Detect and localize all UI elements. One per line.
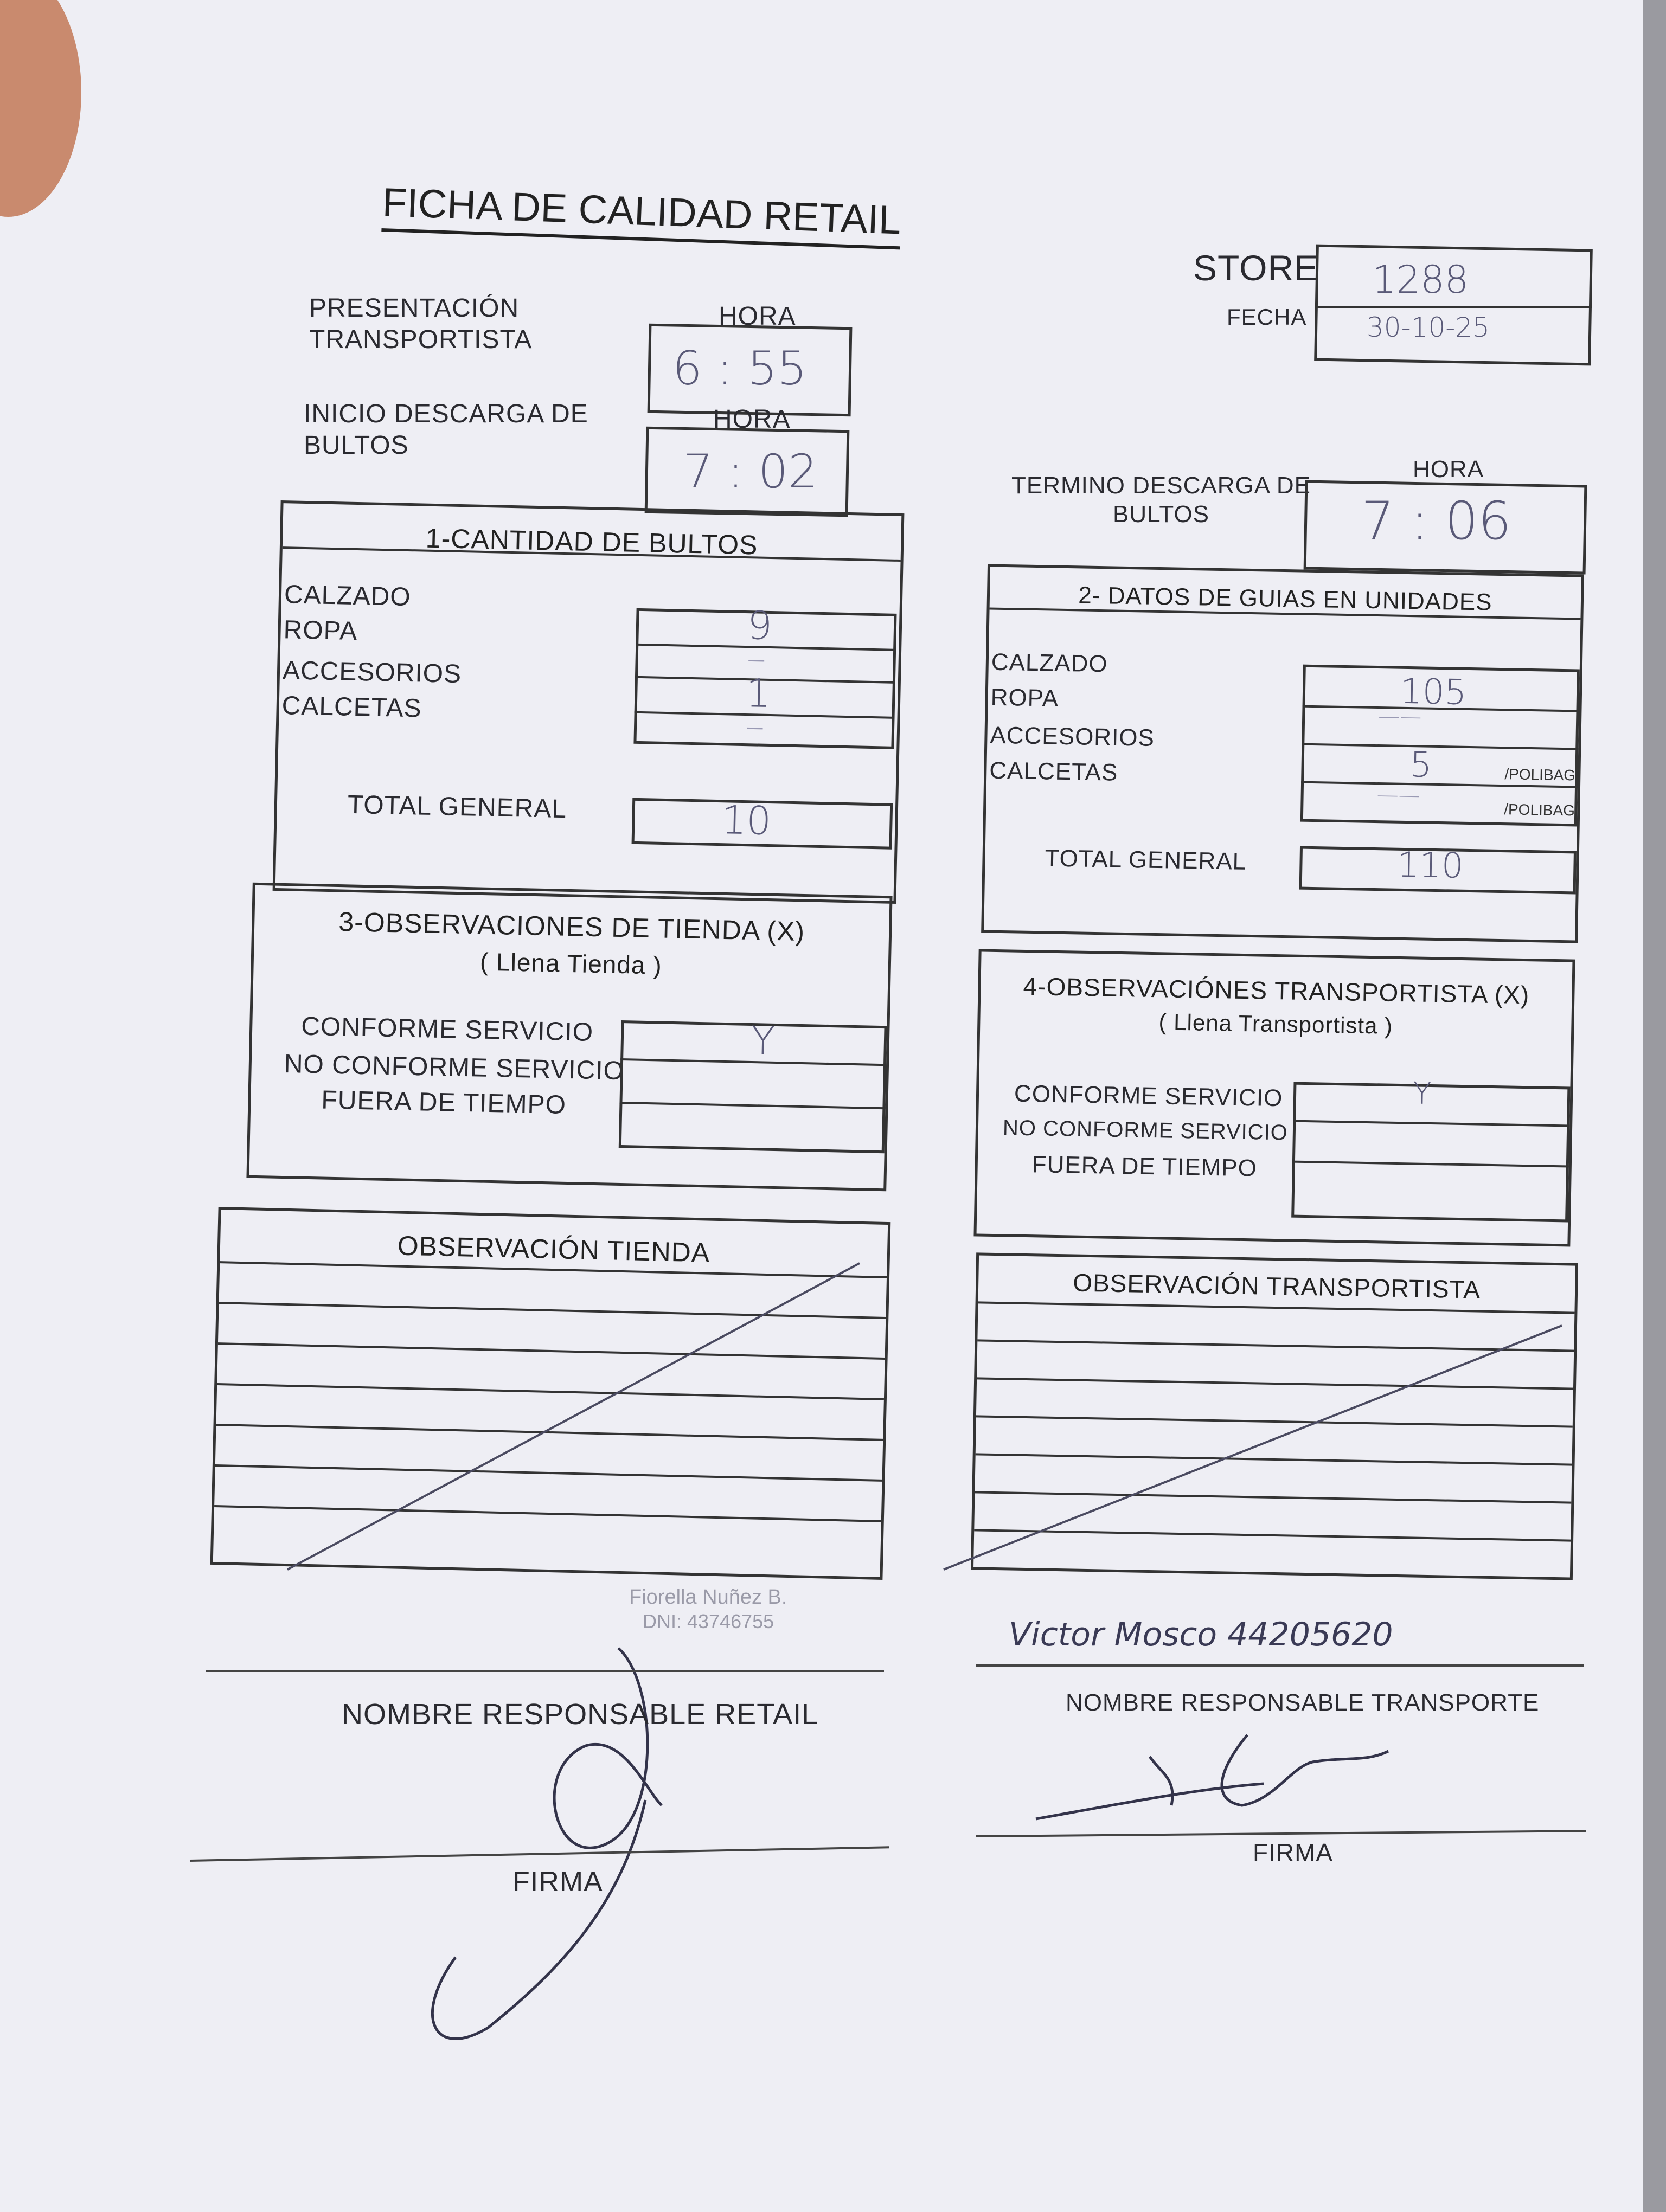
section4-row-label: NO CONFORME SERVICIO (1002, 1116, 1289, 1145)
retail-name-line (206, 1670, 884, 1672)
section2-row-label: CALCETAS (989, 757, 1118, 786)
section2-total-value: 110 (1396, 845, 1464, 886)
section3-title: 3-OBSERVACIONES DE TIENDA (X) (338, 906, 805, 947)
section2-row-label: CALZADO (991, 648, 1108, 678)
section1-value: 1 (745, 670, 772, 717)
section1-row-label: CALZADO (284, 580, 412, 612)
section1-value: – (746, 635, 767, 681)
section1-total-label: TOTAL GENERAL (347, 790, 567, 824)
polibag-label: /POLIBAG (1504, 766, 1576, 784)
obs-tienda-title: OBSERVACIÓN TIENDA (397, 1230, 710, 1268)
section2-value: 105 (1400, 671, 1467, 713)
presentacion-value: 6 : 55 (672, 342, 807, 396)
retail-stamp-dni: DNI: 43746755 (643, 1610, 774, 1632)
section3-row-label: FUERA DE TIEMPO (321, 1085, 567, 1120)
section1-title: 1-CANTIDAD DE BULTOS (425, 523, 759, 561)
section4-subtitle: ( Llena Transportista ) (1158, 1009, 1393, 1039)
transport-firma-label: FIRMA (1253, 1838, 1334, 1867)
retail-stamp-name: Fiorella Nuñez B. (629, 1586, 787, 1609)
section2-value: —— (1376, 782, 1421, 808)
section4-value: Y (1412, 1076, 1432, 1112)
section2-value: —— (1377, 704, 1422, 730)
store-value: 1288 (1372, 258, 1469, 302)
section3-subtitle: ( Llena Tienda ) (479, 947, 663, 980)
obs-transportista-title: OBSERVACIÓN TRANSPORTISTA (1072, 1268, 1481, 1304)
section3-row-label: CONFORME SERVICIO (300, 1012, 594, 1047)
store-label: STORE (1193, 248, 1319, 288)
crossout-stroke (287, 1263, 860, 1570)
polibag-label: /POLIBAG (1504, 801, 1575, 819)
section3-value: Y (751, 1018, 776, 1064)
crossout-stroke (944, 1326, 1562, 1570)
section1-row-label: CALCETAS (281, 691, 422, 723)
section4-row-label: FUERA DE TIEMPO (1031, 1151, 1258, 1182)
section3-row-label: NO CONFORME SERVICIO (284, 1049, 625, 1086)
transport-name-value: Victor Mosco 44205620 (1009, 1616, 1393, 1654)
fecha-label: FECHA (1227, 304, 1307, 330)
fecha-value: 30-10-25 (1367, 312, 1490, 343)
termino-value: 7 : 06 (1361, 491, 1511, 551)
transport-name-label: NOMBRE RESPONSABLE TRANSPORTE (1066, 1689, 1540, 1716)
section2-total-label: TOTAL GENERAL (1045, 845, 1247, 875)
retail-firma-label: FIRMA (512, 1866, 603, 1898)
section2-title: 2- DATOS DE GUIAS EN UNIDADES (1078, 582, 1492, 616)
section2-row-label: ACCESORIOS (990, 722, 1155, 751)
section2-row-label: ROPA (990, 684, 1059, 712)
inicio-value: 7 : 02 (683, 445, 818, 499)
page-title: FICHA DE CALIDAD RETAIL (381, 179, 902, 249)
retail-name-label: NOMBRE RESPONSABLE RETAIL (342, 1698, 819, 1731)
presentacion-label: PRESENTACIÓN TRANSPORTISTA (309, 294, 533, 354)
section1-row-label: ACCESORIOS (282, 656, 462, 689)
inicio-label: INICIO DESCARGA DE BULTOS (304, 400, 588, 460)
transport-name-line (976, 1664, 1584, 1667)
transport-signature (1036, 1735, 1388, 1819)
section2-value: 5 (1409, 745, 1433, 786)
inicio-hora-label: HORA (713, 405, 791, 434)
presentacion-hora-label: HORA (719, 302, 796, 331)
termino-hora-label: HORA (1413, 456, 1484, 483)
section4-title: 4-OBSERVACIÓNES TRANSPORTISTA (X) (1023, 972, 1530, 1009)
section1-total-value: 10 (721, 797, 772, 844)
section1-value: 9 (747, 602, 773, 649)
section1-value: – (745, 703, 766, 749)
termino-label: TERMINO DESCARGA DE BULTOS (1011, 472, 1311, 528)
section1-row-label: ROPA (283, 615, 358, 646)
section4-row-label: CONFORME SERVICIO (1014, 1080, 1283, 1112)
